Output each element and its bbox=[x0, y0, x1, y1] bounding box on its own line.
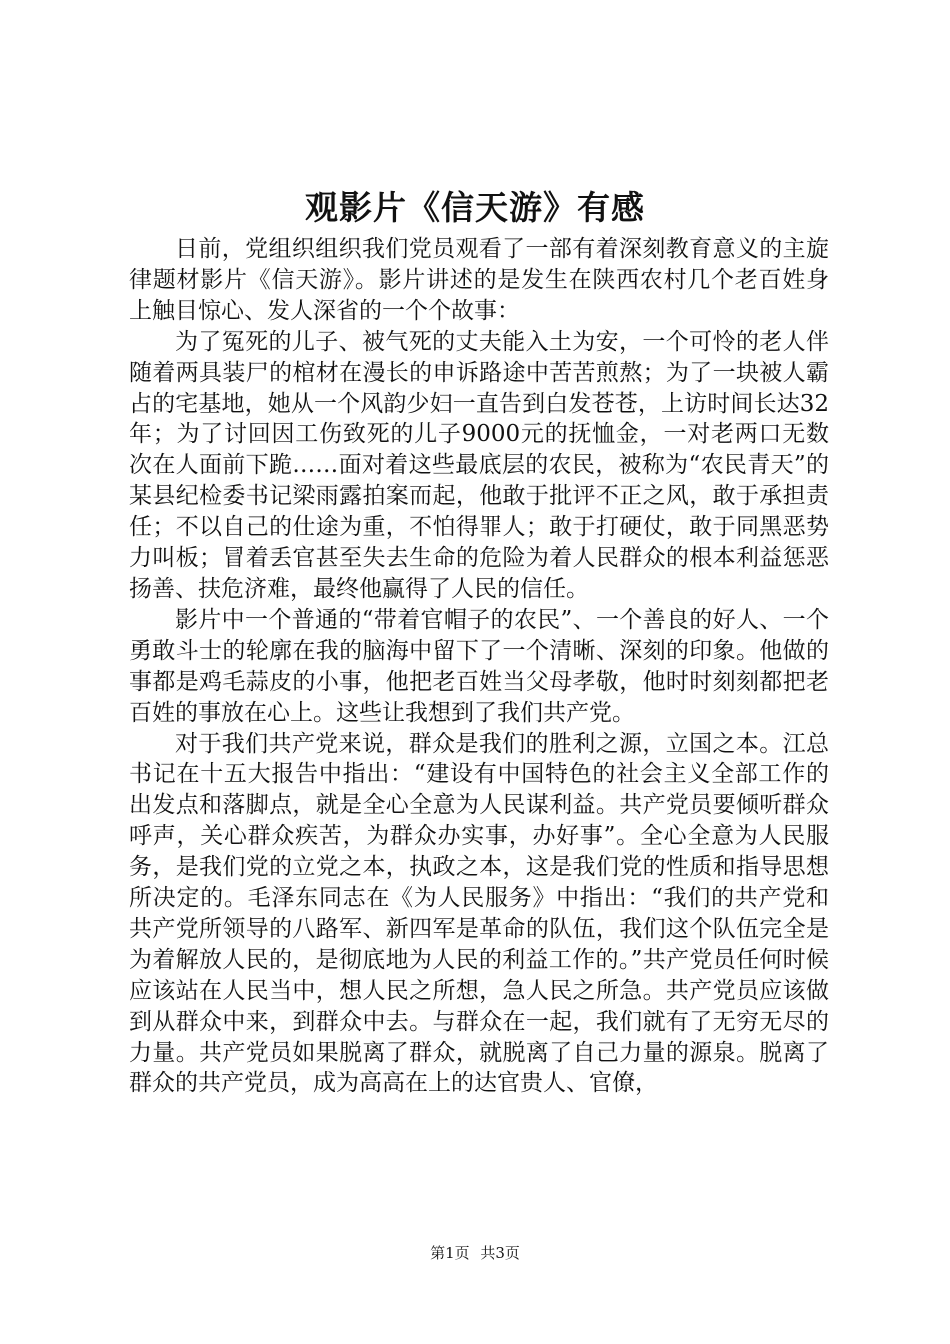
document-body bbox=[129, 234, 829, 1099]
paragraph-4: 对于我们共产党来说，群众是我们的胜利之源，立国之本。江总书记在十五大报告中指出：“建设有中国特色的社会主义全部工作的出发点和落脚点，就是全心全意为人民谋利益。共产党员要倾听群众呼声，关心群众疾苦，为群众办实事，办好事”。全心全意为人民服务，是我们党的立党之本，执政之本，这是我们党的性质和指导思想所决定的。毛泽东同志在《为人民服务》中指出：“我们的共产党和共产党所领导的八路军、新四军是革命的队伍，我们这个队伍完全是为着解放人民的，是彻底地为人民的利益工作的。”共产党员任何时候应该站在人民当中，想人民之所想，急人民之所急。共产党员应该做到从群众中来，到群众中去。与群众在一起，我们就有了无穷无尽的力量。共产党员如果脱离了群众，就脱离了自己力量的源泉。脱离了群众的共产党员，成为高高在上的达官贵人、官僚， bbox=[129, 730, 829, 1097]
paragraph-3: 影片中一个普通的“带着官帽子的农民”、一个善良的好人、一个勇敢斗士的轮廓在我的脑海中留下了一个清晰、深刻的印象。他做的事都是鸡毛蒜皮的小事，他把老百姓当父母孝敬，他时时刻刻都把老百姓的事放在心上。这些让我想到了我们共产党。 bbox=[129, 606, 829, 726]
paragraph-1: 日前，党组织组织我们党员观看了一部有着深刻教育意义的主旋律题材影片《信天游》。影片讲述的是发生在陕西农村几个老百姓身上触目惊心、发人深省的一个个故事： bbox=[129, 236, 829, 324]
paragraph-2: 为了冤死的儿子、被气死的丈夫能入土为安，一个可怜的老人伴随着两具装尸的棺材在漫长的申诉路途中苦苦煎熬；为了一块被人霸占的宅基地，她从一个风韵少妇一直告到白发苍苍，上访时间长达32年；为了讨回因工伤致死的儿子9000元的抚恤金，一对老两口无数次在人面前下跪……面对着这些最底层的农民，被称为“农民青天”的某县纪检委书记梁雨露拍案而起，他敢于批评不正之风，敢于承担责任；不以自己的仕途为重，不怕得罪人；敢于打硬仗，敢于同黑恶势力叫板；冒着丢官甚至失去生命的危险为着人民群众的根本利益惩恶扬善、扶危济难，最终他赢得了人民的信任。 bbox=[129, 328, 829, 602]
page-total: 共3页 bbox=[480, 1244, 520, 1262]
page-number: 第1页 bbox=[430, 1244, 470, 1262]
document-title: 观影片《信天游》有感 bbox=[305, 188, 645, 227]
page-footer bbox=[0, 1243, 950, 1263]
